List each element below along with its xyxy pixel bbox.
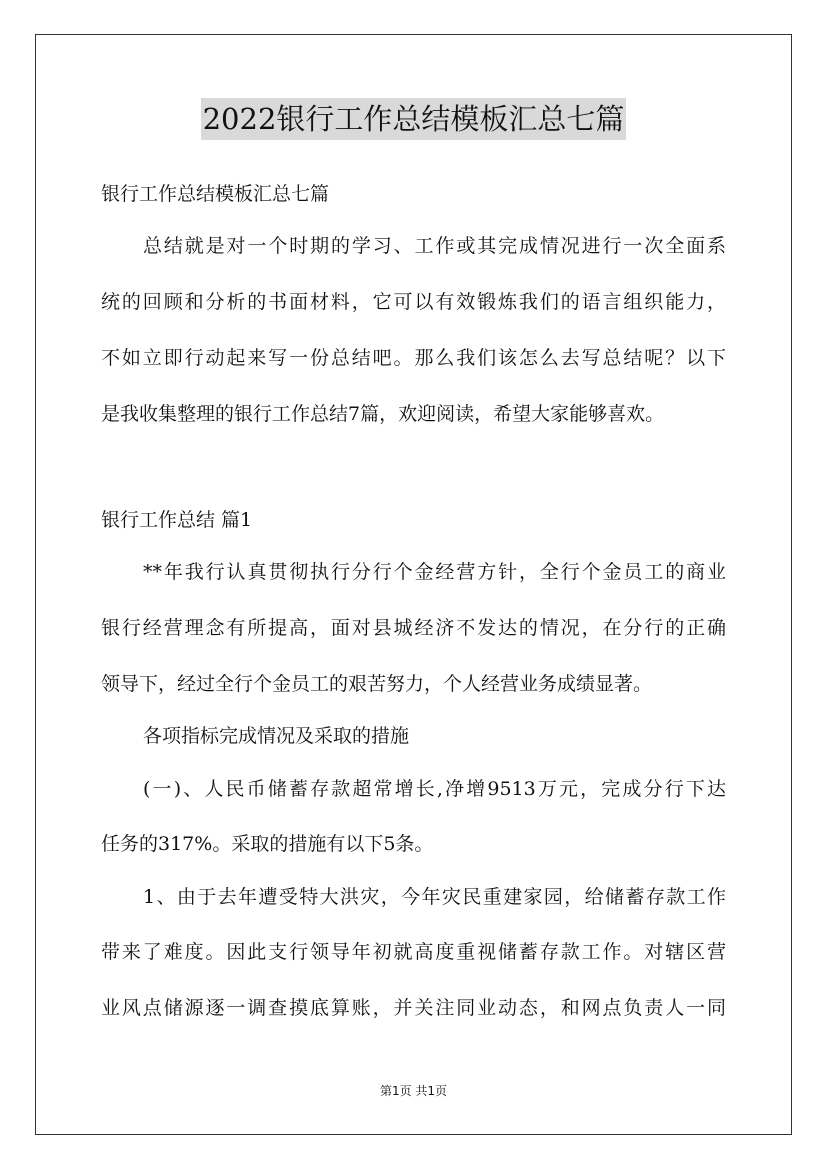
para2-line-1: (一)、人民币储蓄存款超常增长,净增9513万元，完成分行下达 (143, 778, 726, 800)
page-footer: 第1页 共1页 (379, 1084, 448, 1098)
para3-line-3: 业风点储源逐一调查摸底算账，并关注同业动态，和网点负责人一同 (101, 997, 726, 1019)
title-area (0, 98, 827, 140)
intro-line-4: 是我收集整理的银行工作总结7篇，欢迎阅读，希望大家能够喜欢。 (101, 403, 665, 425)
para1-line-3: 领导下，经过全行个金员工的艰苦努力，个人经营业务成绩显著。 (101, 673, 653, 695)
para3-line-2: 带来了难度。因此支行领导年初就高度重视储蓄存款工作。对辖区营 (101, 941, 726, 963)
document-title: 2022银行工作总结模板汇总七篇 (201, 98, 627, 140)
subheading: 各项指标完成情况及采取的措施 (143, 725, 410, 747)
section-heading: 银行工作总结 篇1 (101, 509, 253, 531)
para3-line-1: 1、由于去年遭受特大洪灾，今年灾民重建家园，给储蓄存款工作 (143, 886, 726, 908)
para2-line-2: 任务的317%。采取的措施有以下5条。 (101, 833, 434, 855)
para1-line-1: **年我行认真贯彻执行分行个金经营方针，全行个金员工的商业 (143, 561, 726, 583)
intro-line-3: 不如立即行动起来写一份总结吧。那么我们该怎么去写总结呢？以下 (101, 347, 726, 369)
para1-line-2: 银行经营理念有所提高，面对县城经济不发达的情况，在分行的正确 (101, 617, 726, 639)
intro-line-1: 总结就是对一个时期的学习、工作或其完成情况进行一次全面系 (143, 235, 726, 257)
document-subtitle: 银行工作总结模板汇总七篇 (101, 183, 330, 205)
intro-line-2: 统的回顾和分析的书面材料，它可以有效锻炼我们的语言组织能力， (101, 291, 726, 313)
